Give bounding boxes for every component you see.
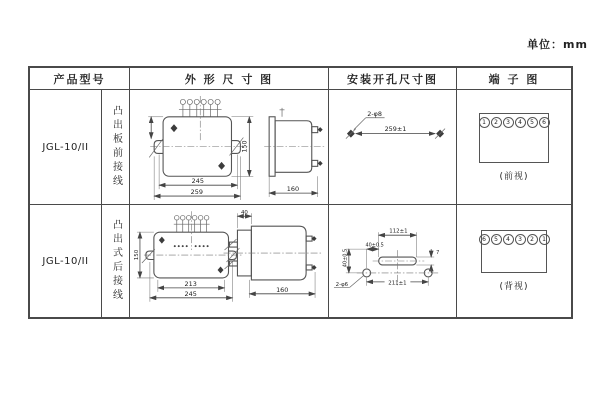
- dim-40: 40: [240, 210, 248, 217]
- hole-label-2xphi8: 2-φ8: [367, 109, 383, 118]
- terminal-circle: 6: [539, 117, 550, 128]
- left-ear: [154, 140, 163, 153]
- hole-label-2xphi6: 2-φ6: [335, 281, 349, 288]
- terminal-circle: 1: [539, 234, 550, 245]
- dim-offset-h: 40±0.5: [365, 242, 384, 249]
- dim-offset-v: 40±0.5: [342, 248, 349, 268]
- mounting-hole-left: [346, 128, 356, 138]
- mounting-drawing-row2: [329, 205, 457, 317]
- dim-245: 245: [184, 289, 197, 298]
- wiring-type-label-row1: 凸出板前接线: [110, 105, 122, 189]
- dim-259: 259: [190, 187, 203, 196]
- outline-rear-wiring-svg: [130, 206, 328, 316]
- dim-slot-width: 112±1: [389, 228, 408, 235]
- dim-245: 245: [191, 176, 204, 185]
- mounting-hole-right: [435, 128, 445, 138]
- mounting-rear-wiring-svg: [329, 206, 456, 316]
- mounting-front-wiring-svg: [329, 91, 456, 204]
- wiring-type-row1: [102, 90, 130, 205]
- terminal-dots: [174, 245, 209, 247]
- model-row2: JGL-10/II: [30, 205, 102, 317]
- dim-213: 213: [184, 279, 197, 288]
- terminal-circle: 1: [479, 117, 490, 128]
- terminal-diagram-row1: [457, 90, 571, 205]
- seal-mark-bottom-right: [218, 266, 224, 273]
- terminal-circle: 4: [503, 234, 514, 245]
- terminal-circle: 4: [515, 117, 526, 128]
- terminal-box-rear: [481, 230, 547, 273]
- terminal-circle: 5: [527, 117, 538, 128]
- dim-150: 150: [133, 249, 140, 261]
- view-label-rear: (背视): [499, 282, 529, 292]
- terminal-box-front: [479, 113, 549, 163]
- unit-label: 单位：mm: [527, 38, 588, 51]
- relay-side-view: [264, 107, 325, 175]
- model-row1: JGL-10/II: [30, 90, 102, 205]
- outline-front-wiring-svg: [130, 91, 328, 204]
- dim-slot-height: 7: [436, 250, 440, 257]
- dim-150: 150: [240, 139, 249, 153]
- terminal-diagram-row2: [457, 205, 571, 317]
- header-terminal-diagram: 端 子 图: [457, 68, 571, 90]
- header-outline-dimensions: 外 形 尺 寸 图: [130, 68, 329, 90]
- terminal-circle: 2: [527, 234, 538, 245]
- seal-mark-top-left: [159, 237, 165, 244]
- terminal-circle: 3: [515, 234, 526, 245]
- mounting-drawing-row1: [329, 90, 457, 205]
- seal-mark-bottom-right: [218, 161, 225, 169]
- relay-side-view: [224, 226, 323, 280]
- dim-span-211: 211±1: [388, 280, 407, 287]
- terminal-circle: 2: [491, 117, 502, 128]
- header-mounting-holes: 安装开孔尺寸图: [329, 68, 457, 90]
- spec-table: [28, 66, 573, 319]
- wiring-type-label-row2: 凸出式后接线: [110, 219, 122, 303]
- dim-160: 160: [286, 184, 300, 193]
- dim-span-259: 259±1: [384, 124, 407, 133]
- view-label-front: (前视): [499, 171, 529, 182]
- wiring-type-row2: [102, 205, 130, 317]
- outline-drawing-row2: [130, 205, 329, 317]
- terminal-circle: 3: [503, 117, 514, 128]
- terminal-circle: 6: [479, 234, 490, 245]
- outline-drawing-row1: [130, 90, 329, 205]
- terminal-circle: 5: [491, 234, 502, 245]
- seal-mark-top-left: [171, 124, 178, 132]
- dim-160: 160: [276, 285, 289, 294]
- header-product-model: 产品型号: [30, 68, 130, 90]
